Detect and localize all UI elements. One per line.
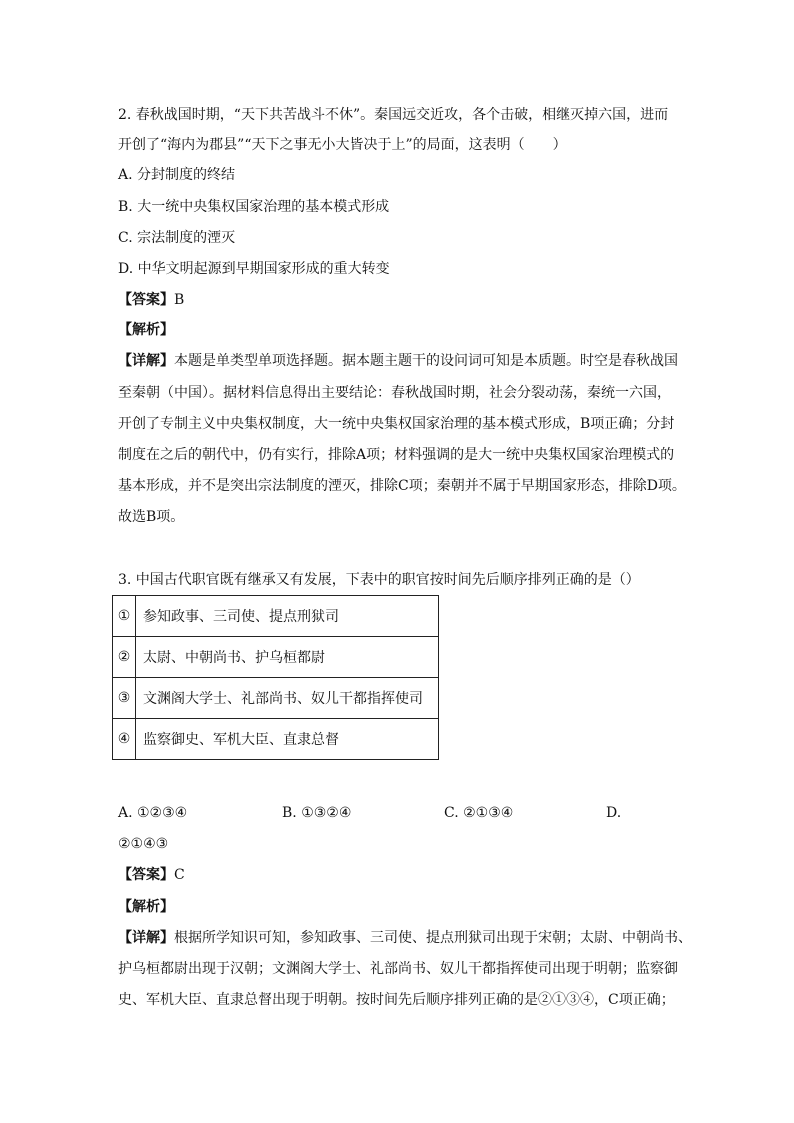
table-row [113, 637, 439, 678]
q3-answer-tag: 【答案】 [118, 867, 174, 883]
q2-option-c: C. 宗法制度的湮灭 [118, 230, 236, 246]
q2-option-d: D. 中华文明起源到早期国家形成的重大转变 [118, 261, 390, 277]
q3-detail-line-1 [118, 928, 692, 948]
q3-office-table [112, 595, 439, 760]
q3-analysis-heading [118, 897, 678, 917]
table-row [113, 719, 439, 760]
q3-option-a: A. ①②③④ [118, 805, 188, 821]
q2-detail-line-6: 故选B项。 [118, 509, 185, 525]
table-row-number: ④ [113, 719, 136, 760]
table-row-text: 太尉、中朝尚书、护乌桓都尉 [136, 637, 439, 678]
q2-detail-line-2: 至秦朝（中国）。据材料信息得出主要结论：春秋战国时期，社会分裂动荡，秦统一六国， [118, 385, 671, 401]
q2-detail-line-3: 开创了专制主义中央集权制度，大一统中央集权国家治理的基本模式形成，B项正确；分封 [118, 416, 675, 432]
q2-detail-line-5: 基本形成，并不是突出宗法制度的湮灭，排除C项；秦朝并不属于早期国家形态，排除D项。 [118, 478, 686, 494]
q3-analysis-tag: 【解析】 [118, 899, 174, 915]
q3-detail-text-1: 根据所学知识可知，参知政事、三司使、提点刑狱司出现于宋朝；太尉、中朝尚书、 [174, 930, 692, 946]
q2-answer-value: B [174, 292, 185, 308]
q2-stem-line-1: 2. 春秋战国时期，“天下共苦战斗不休”。秦国远交近攻，各个击破，相继灭掉六国，进而 [118, 107, 669, 123]
q3-detail-line-2: 护乌桓都尉出现于汉朝；文渊阁大学士、礼部尚书、奴儿干都指挥使司出现于明朝；监察御 [118, 961, 678, 977]
q2-detail-text-1: 本题是单类型单项选择题。据本题主题干的设问词可知是本质题。时空是春秋战国 [174, 353, 678, 369]
q2-detail-tag: 【详解】 [118, 353, 174, 369]
q2-detail-line-1 [118, 351, 678, 371]
q2-answer [118, 290, 678, 310]
q3-option-b: B. ①③②④ [282, 805, 352, 821]
table-row-text: 参知政事、三司使、提点刑狱司 [136, 596, 439, 637]
q2-analysis-heading [118, 320, 678, 340]
q2-option-b: B. 大一统中央集权国家治理的基本模式形成 [118, 199, 390, 215]
table-row-number: ③ [113, 678, 136, 719]
q2-answer-tag: 【答案】 [118, 292, 174, 308]
table-row-text: 文渊阁大学士、礼部尚书、奴儿干都指挥使司 [136, 678, 439, 719]
q3-option-c: C. ②①③④ [444, 805, 514, 821]
q2-analysis-tag: 【解析】 [118, 322, 174, 338]
table-row [113, 596, 439, 637]
table-row-text: 监察御史、军机大臣、直隶总督 [136, 719, 439, 760]
q3-detail-tag: 【详解】 [118, 930, 174, 946]
q2-stem-line-2: 开创了“海内为郡县”“天下之事无小大皆决于上”的局面，这表明（ ） [118, 137, 567, 153]
q2-option-a: A. 分封制度的终结 [118, 167, 236, 183]
table-row-number: ② [113, 637, 136, 678]
q3-answer [118, 865, 678, 885]
table-row [113, 678, 439, 719]
q3-answer-value: C [174, 867, 185, 883]
table-row-number: ① [113, 596, 136, 637]
q2-detail-line-4: 制度在之后的朝代中，仍有实行，排除A项；材料强调的是大一统中央集权国家治理模式的 [118, 447, 675, 463]
q3-detail-line-3: 史、军机大臣、直隶总督出现于明朝。按时间先后顺序排列正确的是②①③④，C项正确； [118, 992, 675, 1008]
q3-stem: 3. 中国古代职官既有继承又有发展，下表中的职官按时间先后顺序排列正确的是（） [118, 572, 640, 588]
q3-option-d-continued: ②①④③ [118, 836, 169, 852]
q3-option-d: D. [606, 805, 622, 821]
